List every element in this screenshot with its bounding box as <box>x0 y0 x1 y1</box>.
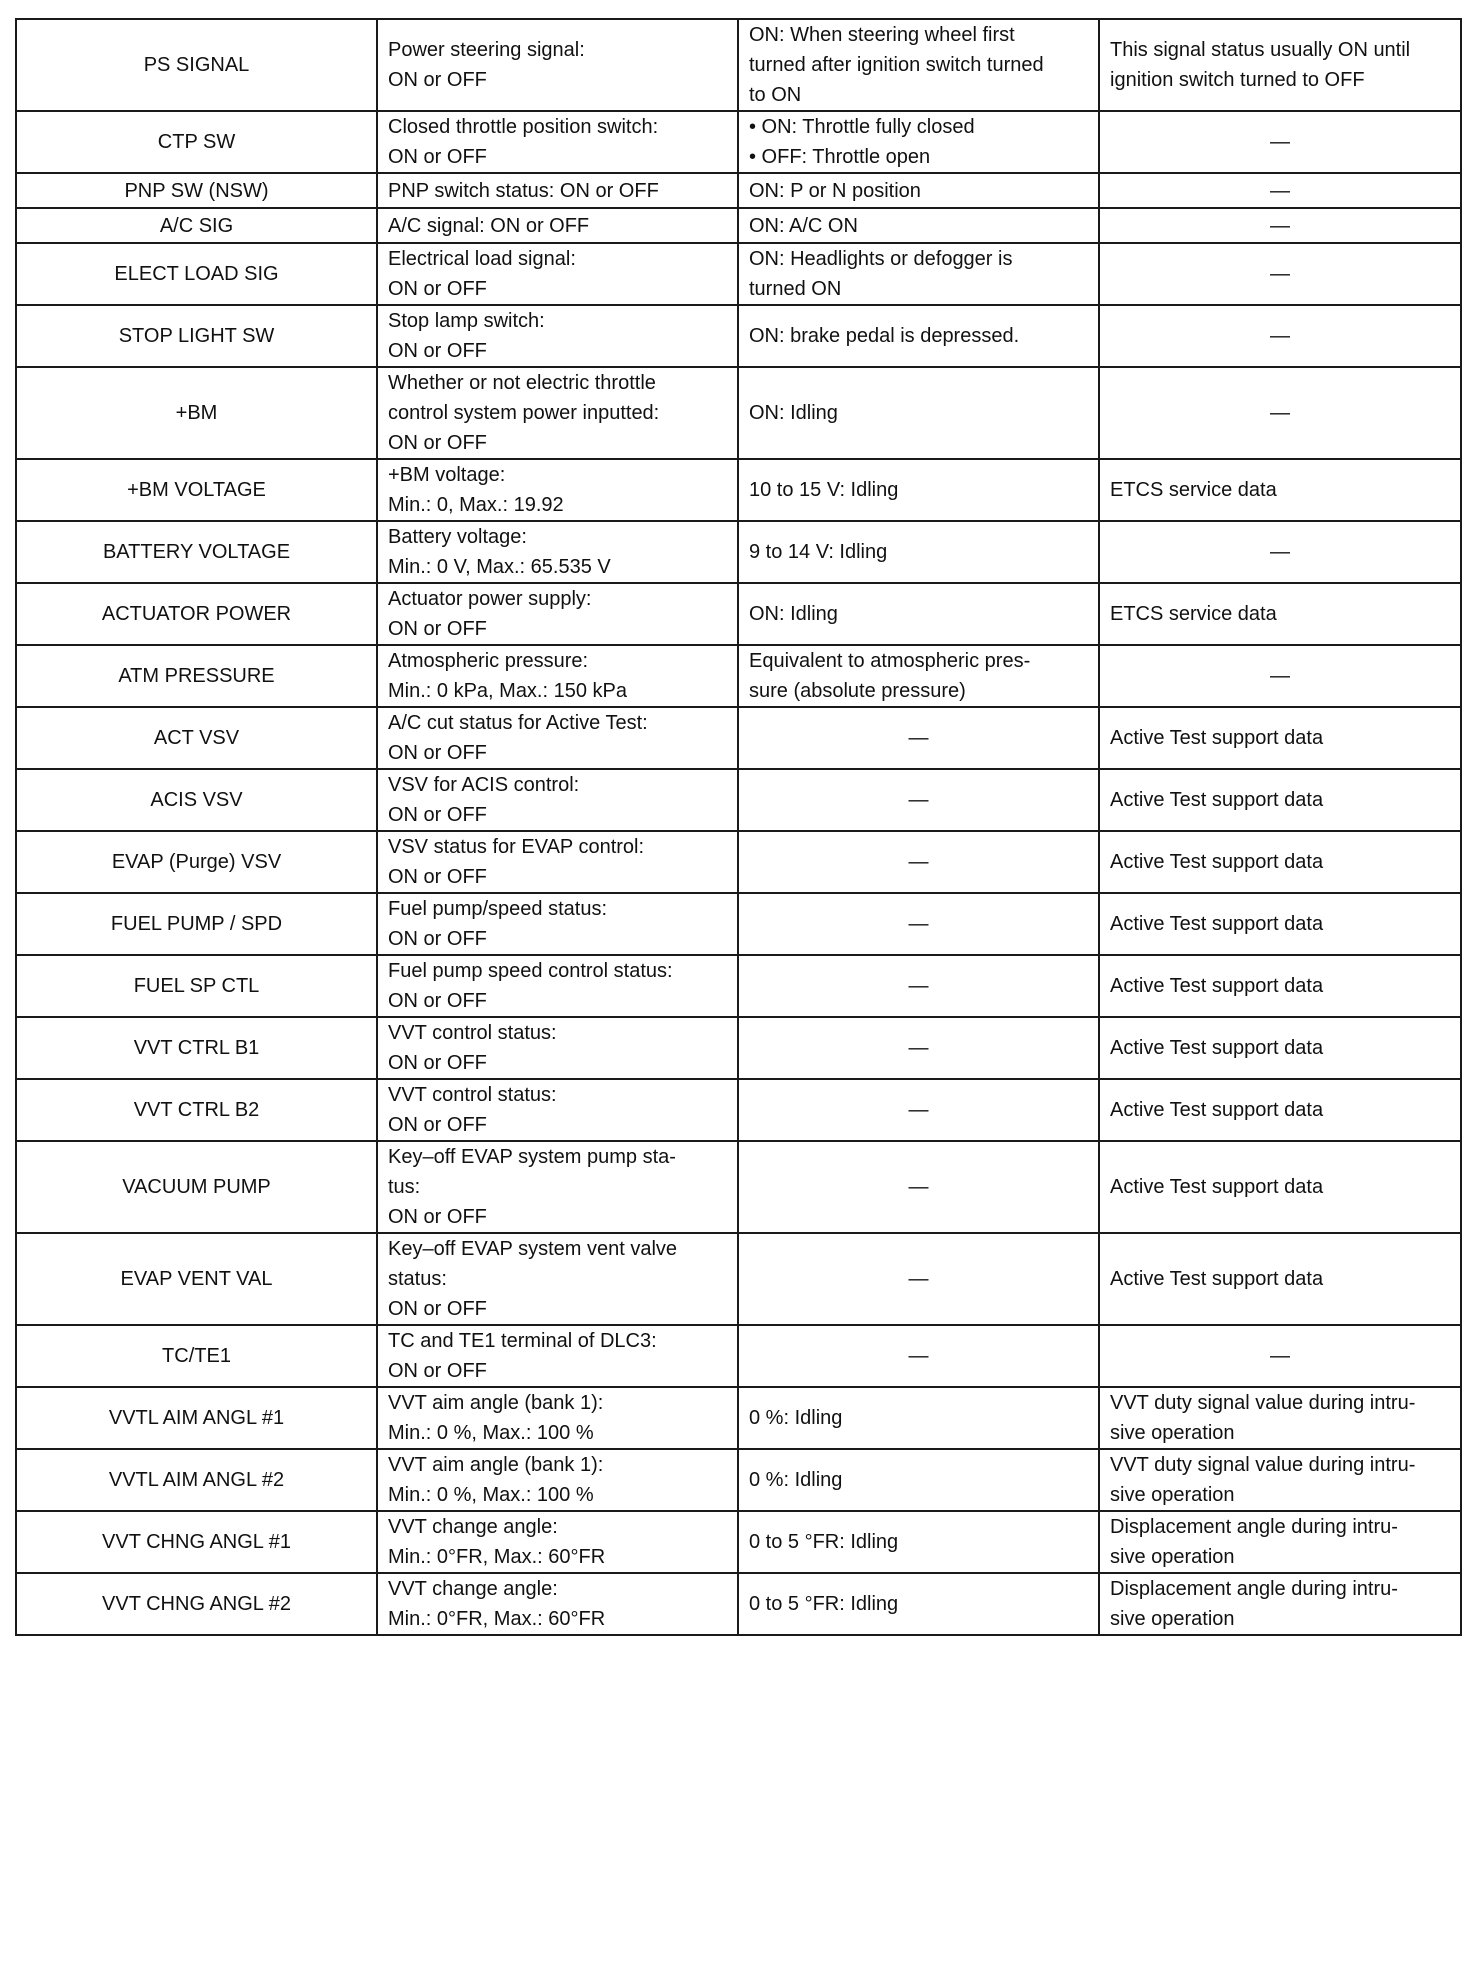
measure-cell-line: PNP switch status: ON or OFF <box>388 179 659 202</box>
measure-cell-line: tus: <box>388 1176 421 1198</box>
normal-condition-cell <box>738 1573 1099 1635</box>
measure-cell-line: Whether or not electric throttle <box>388 372 656 394</box>
normal-condition-cell <box>738 173 1099 208</box>
table-row <box>16 1387 1461 1449</box>
measure-cell-line: VSV for ACIS control: <box>388 774 580 796</box>
table-row <box>16 1079 1461 1141</box>
item-cell <box>16 1017 377 1079</box>
table-row <box>16 19 1461 111</box>
table-row <box>16 208 1461 243</box>
item-label: VVT CTRL B2 <box>133 1099 260 1121</box>
normal-condition-cell <box>738 645 1099 707</box>
measure-cell-line: ON or OFF <box>388 1206 487 1228</box>
measure-cell-line: Fuel pump speed control status: <box>388 960 673 982</box>
diagnostic-note-cell <box>1099 1511 1461 1573</box>
measure-cell-line: VSV status for EVAP control: <box>388 836 645 858</box>
table-row <box>16 1449 1461 1511</box>
measure-cell-line: ON or OFF <box>388 928 487 950</box>
diagnostic-note-cell-line: Active Test support data <box>1110 1037 1324 1059</box>
em-dash: — <box>908 913 929 935</box>
item-label: VVT CHNG ANGL #2 <box>102 1593 291 1615</box>
item-cell <box>16 1079 377 1141</box>
table-row <box>16 769 1461 831</box>
normal-condition-cell <box>738 1017 1099 1079</box>
normal-condition-cell <box>738 111 1099 173</box>
em-dash: — <box>908 1176 929 1198</box>
measure-cell-line: ON or OFF <box>388 432 487 454</box>
normal-condition-cell <box>738 243 1099 305</box>
measure-cell-line: ON or OFF <box>388 990 487 1012</box>
item-cell <box>16 583 377 645</box>
table-row <box>16 1233 1461 1325</box>
measure-cell-line: Atmospheric pressure: <box>388 650 589 672</box>
normal-condition-cell <box>738 893 1099 955</box>
normal-condition-cell <box>738 1449 1099 1511</box>
diagnostic-note-cell-line: sive operation <box>1110 1546 1235 1568</box>
measure-cell <box>377 893 738 955</box>
item-cell <box>16 1511 377 1573</box>
table-row <box>16 243 1461 305</box>
table-row <box>16 583 1461 645</box>
normal-condition-cell <box>738 707 1099 769</box>
measure-cell <box>377 955 738 1017</box>
normal-condition-cell <box>738 459 1099 521</box>
measure-cell <box>377 367 738 459</box>
em-dash: — <box>908 1268 929 1290</box>
table-row <box>16 521 1461 583</box>
diagnostic-note-cell <box>1099 1079 1461 1141</box>
measure-cell-line: control system power inputted: <box>388 402 660 424</box>
data-list-table-body <box>16 19 1461 1635</box>
normal-condition-cell <box>738 19 1099 111</box>
em-dash: — <box>908 1099 929 1121</box>
item-cell <box>16 111 377 173</box>
diagnostic-note-cell-line: Active Test support data <box>1110 1099 1324 1121</box>
diagnostic-note-cell-line: Active Test support data <box>1110 975 1324 997</box>
measure-cell-line: +BM voltage: <box>388 464 506 486</box>
diagnostic-note-cell-line: Displacement angle during intru- <box>1110 1516 1398 1538</box>
diagnostic-note-cell <box>1099 1017 1461 1079</box>
item-label: FUEL PUMP / SPD <box>110 913 283 935</box>
diagnostic-note-cell <box>1099 459 1461 521</box>
item-cell <box>16 1141 377 1233</box>
measure-cell-line: A/C signal: ON or OFF <box>388 214 590 237</box>
normal-condition-cell-line: ON: Headlights or defogger is <box>749 248 1013 270</box>
measure-cell-line: Power steering signal: <box>388 39 585 61</box>
diagnostic-note-cell <box>1099 243 1461 305</box>
normal-condition-cell-line: 9 to 14 V: Idling <box>749 541 888 563</box>
measure-cell-line: Min.: 0 %, Max.: 100 % <box>388 1484 594 1506</box>
measure-cell-line: Min.: 0°FR, Max.: 60°FR <box>388 1546 606 1568</box>
em-dash: — <box>1270 325 1290 347</box>
diagnostic-note-cell <box>1099 707 1461 769</box>
normal-condition-cell <box>738 1233 1099 1325</box>
measure-cell-line: Battery voltage: <box>388 526 527 548</box>
normal-condition-cell <box>738 769 1099 831</box>
item-cell <box>16 243 377 305</box>
diagnostic-note-cell-line: Active Test support data <box>1110 851 1324 873</box>
em-dash: — <box>908 975 929 997</box>
item-cell <box>16 1449 377 1511</box>
measure-cell-line: ON or OFF <box>388 69 487 91</box>
measure-cell <box>377 707 738 769</box>
measure-cell <box>377 1017 738 1079</box>
table-row <box>16 173 1461 208</box>
measure-cell-line: Key–off EVAP system vent valve <box>388 1238 678 1260</box>
diagnostic-note-cell <box>1099 645 1461 707</box>
item-label: VVT CTRL B1 <box>133 1037 260 1059</box>
normal-condition-cell-line: to ON <box>749 84 802 106</box>
em-dash: — <box>1270 179 1290 202</box>
data-list-table <box>15 18 1462 1636</box>
measure-cell-line: VVT control status: <box>388 1022 557 1044</box>
item-cell <box>16 1233 377 1325</box>
measure-cell <box>377 1449 738 1511</box>
diagnostic-note-cell <box>1099 1387 1461 1449</box>
diagnostic-note-cell <box>1099 19 1461 111</box>
measure-cell <box>377 208 738 243</box>
diagnostic-note-cell <box>1099 305 1461 367</box>
item-cell <box>16 19 377 111</box>
table-row <box>16 1141 1461 1233</box>
data-list-sheet <box>15 18 1460 1636</box>
measure-cell-line: ON or OFF <box>388 1114 487 1136</box>
table-row <box>16 1325 1461 1387</box>
measure-cell-line: ON or OFF <box>388 804 487 826</box>
measure-cell-line: Min.: 0 %, Max.: 100 % <box>388 1422 594 1444</box>
measure-cell-line: Key–off EVAP system pump sta- <box>388 1146 676 1168</box>
item-cell <box>16 955 377 1017</box>
normal-condition-cell-line: turned after ignition switch turned <box>749 54 1044 76</box>
normal-condition-cell-line: 10 to 15 V: Idling <box>749 479 899 501</box>
normal-condition-cell <box>738 1325 1099 1387</box>
measure-cell-line: Closed throttle position switch: <box>388 116 659 138</box>
item-label: ACT VSV <box>153 727 240 749</box>
item-label: BATTERY VOLTAGE <box>102 541 291 563</box>
item-cell <box>16 173 377 208</box>
measure-cell-line: VVT control status: <box>388 1084 557 1106</box>
measure-cell-line: A/C cut status for Active Test: <box>388 712 648 734</box>
measure-cell-line: VVT change angle: <box>388 1578 558 1600</box>
item-label: +BM <box>175 402 218 424</box>
measure-cell-line: TC and TE1 terminal of DLC3: <box>388 1330 657 1352</box>
table-row <box>16 111 1461 173</box>
table-row <box>16 1573 1461 1635</box>
measure-cell-line: ON or OFF <box>388 340 487 362</box>
normal-condition-cell-line: turned ON <box>749 278 842 300</box>
measure-cell-line: Fuel pump/speed status: <box>388 898 608 920</box>
normal-condition-cell-line: • ON: Throttle fully closed <box>749 116 975 138</box>
measure-cell-line: ON or OFF <box>388 742 487 764</box>
table-row <box>16 1017 1461 1079</box>
diagnostic-note-cell-line: Active Test support data <box>1110 1176 1324 1198</box>
diagnostic-note-cell <box>1099 173 1461 208</box>
diagnostic-note-cell-line: VVT duty signal value during intru- <box>1110 1392 1416 1414</box>
item-label: VVTL AIM ANGL #1 <box>108 1407 285 1429</box>
measure-cell <box>377 769 738 831</box>
em-dash: — <box>1270 131 1290 153</box>
item-cell <box>16 1573 377 1635</box>
normal-condition-cell-line: 0 to 5 °FR: Idling <box>749 1593 899 1615</box>
diagnostic-note-cell <box>1099 769 1461 831</box>
diagnostic-note-cell-line: sive operation <box>1110 1422 1235 1444</box>
item-cell <box>16 1325 377 1387</box>
measure-cell-line: ON or OFF <box>388 278 487 300</box>
measure-cell-line: VVT aim angle (bank 1): <box>388 1454 604 1476</box>
item-cell <box>16 459 377 521</box>
normal-condition-cell-line: ON: brake pedal is depressed. <box>749 325 1020 347</box>
item-label: PS SIGNAL <box>143 54 250 76</box>
diagnostic-note-cell-line: ignition switch turned to OFF <box>1110 69 1365 91</box>
diagnostic-note-cell <box>1099 1141 1461 1233</box>
item-cell <box>16 1387 377 1449</box>
item-label: FUEL SP CTL <box>133 975 260 997</box>
measure-cell-line: ON or OFF <box>388 618 487 640</box>
item-label: ELECT LOAD SIG <box>114 263 279 285</box>
normal-condition-cell-line: ON: Idling <box>749 603 838 625</box>
em-dash: — <box>1270 214 1290 237</box>
item-cell <box>16 521 377 583</box>
measure-cell-line: Min.: 0, Max.: 19.92 <box>388 494 564 516</box>
diagnostic-note-cell <box>1099 1449 1461 1511</box>
measure-cell <box>377 243 738 305</box>
normal-condition-cell <box>738 521 1099 583</box>
measure-cell <box>377 645 738 707</box>
table-row <box>16 707 1461 769</box>
measure-cell-line: ON or OFF <box>388 146 487 168</box>
diagnostic-note-cell <box>1099 1233 1461 1325</box>
normal-condition-cell <box>738 208 1099 243</box>
em-dash: — <box>908 1345 929 1367</box>
em-dash: — <box>1270 263 1290 285</box>
diagnostic-note-cell-line: VVT duty signal value during intru- <box>1110 1454 1416 1476</box>
item-cell <box>16 769 377 831</box>
measure-cell <box>377 19 738 111</box>
normal-condition-cell <box>738 1141 1099 1233</box>
diagnostic-note-cell-line: Displacement angle during intru- <box>1110 1578 1398 1600</box>
diagnostic-note-cell <box>1099 208 1461 243</box>
normal-condition-cell-line: • OFF: Throttle open <box>749 146 931 168</box>
item-label: TC/TE1 <box>162 1345 231 1367</box>
em-dash: — <box>1270 665 1290 687</box>
em-dash: — <box>908 851 929 873</box>
measure-cell <box>377 1387 738 1449</box>
diagnostic-note-cell-line: Active Test support data <box>1110 727 1324 749</box>
measure-cell-line: ON or OFF <box>388 1052 487 1074</box>
item-label: VACUUM PUMP <box>122 1176 271 1198</box>
diagnostic-note-cell <box>1099 111 1461 173</box>
normal-condition-cell-line: ON: When steering wheel first <box>749 24 1015 46</box>
normal-condition-cell <box>738 1079 1099 1141</box>
measure-cell <box>377 1079 738 1141</box>
item-cell <box>16 305 377 367</box>
item-label: STOP LIGHT SW <box>118 325 275 347</box>
diagnostic-note-cell <box>1099 955 1461 1017</box>
measure-cell-line: VVT change angle: <box>388 1516 558 1538</box>
item-label: EVAP (Purge) VSV <box>111 851 282 873</box>
measure-cell-line: ON or OFF <box>388 1360 487 1382</box>
normal-condition-cell <box>738 367 1099 459</box>
item-label: PNP SW (NSW) <box>124 179 269 202</box>
normal-condition-cell-line: ON: A/C ON <box>749 214 858 237</box>
measure-cell <box>377 1141 738 1233</box>
measure-cell-line: ON or OFF <box>388 1298 487 1320</box>
measure-cell <box>377 305 738 367</box>
measure-cell <box>377 831 738 893</box>
em-dash: — <box>1270 1345 1290 1367</box>
item-label: A/C SIG <box>159 214 234 237</box>
diagnostic-note-cell-line: Active Test support data <box>1110 1268 1324 1290</box>
measure-cell <box>377 583 738 645</box>
normal-condition-cell-line: ON: P or N position <box>749 179 921 202</box>
item-label: ACIS VSV <box>150 789 243 811</box>
normal-condition-cell <box>738 1387 1099 1449</box>
diagnostic-note-cell-line: sive operation <box>1110 1484 1235 1506</box>
diagnostic-note-cell-line: ETCS service data <box>1110 603 1277 625</box>
normal-condition-cell <box>738 1511 1099 1573</box>
measure-cell <box>377 1511 738 1573</box>
item-cell <box>16 893 377 955</box>
table-row <box>16 831 1461 893</box>
diagnostic-note-cell-line: Active Test support data <box>1110 789 1324 811</box>
measure-cell <box>377 1573 738 1635</box>
item-cell <box>16 208 377 243</box>
table-row <box>16 955 1461 1017</box>
item-cell <box>16 707 377 769</box>
table-row <box>16 1511 1461 1573</box>
diagnostic-note-cell-line: sive operation <box>1110 1608 1235 1630</box>
measure-cell-line: VVT aim angle (bank 1): <box>388 1392 604 1414</box>
table-row <box>16 305 1461 367</box>
diagnostic-note-cell-line: ETCS service data <box>1110 479 1277 501</box>
normal-condition-cell <box>738 305 1099 367</box>
item-label: ACTUATOR POWER <box>101 603 292 625</box>
measure-cell-line: Stop lamp switch: <box>388 310 545 332</box>
normal-condition-cell-line: sure (absolute pressure) <box>749 680 966 702</box>
diagnostic-note-cell <box>1099 1573 1461 1635</box>
item-label: VVT CHNG ANGL #1 <box>102 1531 291 1553</box>
diagnostic-note-cell <box>1099 893 1461 955</box>
table-row <box>16 459 1461 521</box>
diagnostic-note-cell-line: This signal status usually ON until <box>1110 39 1411 61</box>
measure-cell-line: Electrical load signal: <box>388 248 576 270</box>
item-label: +BM VOLTAGE <box>127 479 266 501</box>
item-label: VVTL AIM ANGL #2 <box>108 1469 285 1491</box>
diagnostic-note-cell <box>1099 1325 1461 1387</box>
table-row <box>16 367 1461 459</box>
diagnostic-note-cell <box>1099 831 1461 893</box>
normal-condition-cell <box>738 831 1099 893</box>
measure-cell <box>377 1325 738 1387</box>
diagnostic-note-cell <box>1099 583 1461 645</box>
item-label: ATM PRESSURE <box>118 665 275 687</box>
measure-cell <box>377 1233 738 1325</box>
normal-condition-cell <box>738 583 1099 645</box>
normal-condition-cell-line: 0 %: Idling <box>749 1407 843 1429</box>
normal-condition-cell-line: 0 %: Idling <box>749 1469 843 1491</box>
diagnostic-note-cell <box>1099 521 1461 583</box>
item-label: EVAP VENT VAL <box>120 1268 273 1290</box>
item-cell <box>16 645 377 707</box>
measure-cell <box>377 111 738 173</box>
diagnostic-note-cell <box>1099 367 1461 459</box>
measure-cell-line: Min.: 0 V, Max.: 65.535 V <box>388 556 611 578</box>
measure-cell <box>377 459 738 521</box>
em-dash: — <box>1270 402 1290 424</box>
measure-cell <box>377 521 738 583</box>
measure-cell-line: status: <box>388 1268 447 1290</box>
diagnostic-note-cell-line: Active Test support data <box>1110 913 1324 935</box>
item-label: CTP SW <box>157 131 236 153</box>
table-row <box>16 893 1461 955</box>
em-dash: — <box>908 727 929 749</box>
item-cell <box>16 367 377 459</box>
measure-cell-line: Min.: 0°FR, Max.: 60°FR <box>388 1608 606 1630</box>
normal-condition-cell-line: Equivalent to atmospheric pres- <box>749 650 1031 672</box>
em-dash: — <box>908 1037 929 1059</box>
em-dash: — <box>908 789 929 811</box>
measure-cell-line: Min.: 0 kPa, Max.: 150 kPa <box>388 680 627 702</box>
measure-cell-line: Actuator power supply: <box>388 588 592 610</box>
measure-cell-line: ON or OFF <box>388 866 487 888</box>
normal-condition-cell-line: 0 to 5 °FR: Idling <box>749 1531 899 1553</box>
measure-cell <box>377 173 738 208</box>
em-dash: — <box>1270 541 1290 563</box>
normal-condition-cell-line: ON: Idling <box>749 402 838 424</box>
normal-condition-cell <box>738 955 1099 1017</box>
item-cell <box>16 831 377 893</box>
table-row <box>16 645 1461 707</box>
